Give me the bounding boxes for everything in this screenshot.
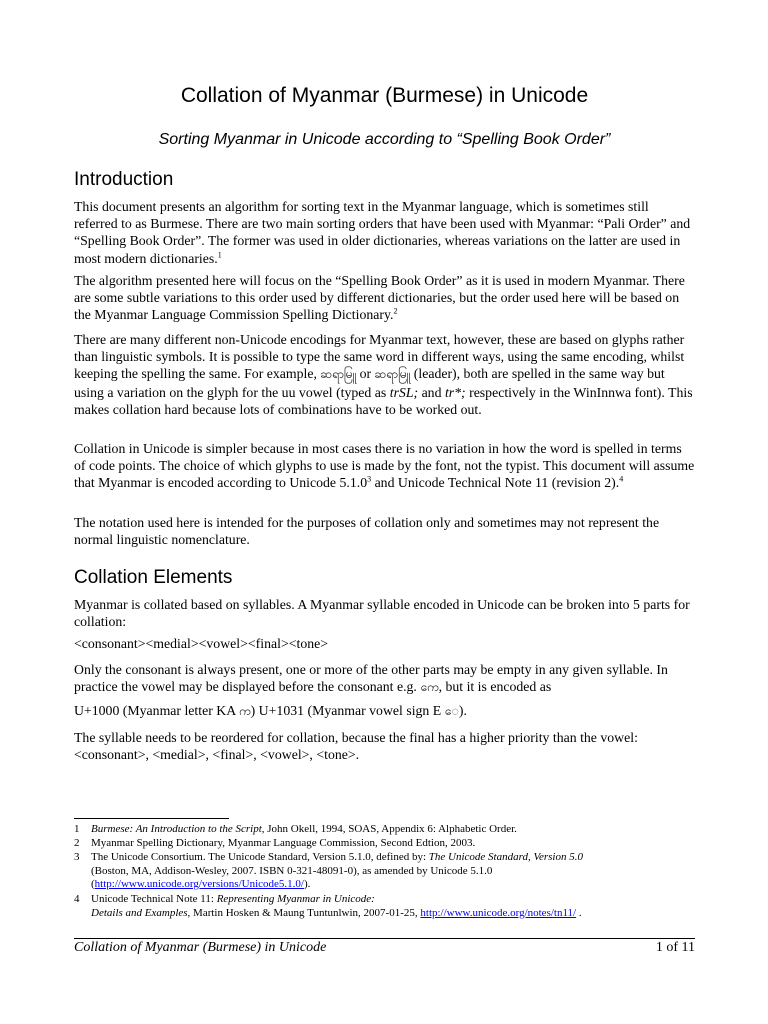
page-number: 1 of 11: [655, 940, 695, 955]
unicode-5-1-link[interactable]: http://www.unicode.org/versions/Unicode5.1.0/: [94, 878, 304, 890]
intro-paragraph-3: There are many different non-Unicode encodings for Myanmar text, however, these are based on glyphs rather than linguistic symbols. It is possible to type the same word in different ways, using the same encoding, whilst keeping the spelling the same. For example, ဆရာမြူ or ဆရာမြူ (leader), both are spelled in the same way but using a variation on the glyph for the uu vowel (typed as trSL; and tr*; respectively in the WinInnwa font). This makes collation hard because lots of combinations have to be worked out.: [74, 332, 693, 417]
footer-rule: [74, 938, 695, 939]
footnote-separator: [74, 818, 229, 819]
page-title: Collation of Myanmar (Burmese) in Unicode: [180, 84, 589, 107]
myanmar-word-1: ဆရာမြူ: [320, 367, 357, 382]
intro-paragraph-2: The algorithm presented here will focus on the “Spelling Book Order” as it is used in modern Myanmar. There are some subtle variations to this order used by different dictionaries, but the order used here will be based on the Myanmar Language Commission Spelling Dictionary.$^2$: [74, 273, 685, 323]
myanmar-word-2: ဆရာမြူ: [374, 367, 411, 382]
footer-document-title: Collation of Myanmar (Burmese) in Unicode: [74, 940, 327, 955]
elements-paragraph-4: U+1000 (Myanmar letter KA က) U+1031 (Myanmar vowel sign E ေ).: [74, 703, 467, 718]
intro-paragraph-4: Collation in Unicode is simpler because in most cases there is no variation in how the word is spelled in terms of code points. The choice of which glyphs to use is made by the font, not the typist. This document will assume that Myanmar is encoded according to Unicode 5.1.0$^3$ and Unicode Technical Note 11 (revision 2).$^4$: [74, 441, 695, 491]
intro-paragraph-5: The notation used here is intended for the purposes of collation only and sometimes may not represent the normal linguistic nomenclature.: [74, 515, 660, 548]
section-heading-collation-elements: Collation Elements: [74, 567, 233, 588]
elements-paragraph-3: Only the consonant is always present, one or more of the other parts may be empty in any given syllable. In practice the vowel may be displayed before the consonant e.g. ကေ, but it is encoded as: [74, 662, 668, 695]
elements-paragraph-5: The syllable needs to be reordered for collation, because the final has a higher priority than the vowel: <consonant>, <medial>, <final>, <vowel>, <tone>.: [74, 730, 638, 763]
intro-paragraph-1: This document presents an algorithm for sorting text in the Myanmar language, which is sometimes still referred to as Burmese. There are two main sorting orders that have been used with Myanmar: “Pali Order” and “Spelling Book Order”. The former was used in older dictionaries, whereas variations on the latter are used in most modern dictionaries.$^1$: [74, 199, 691, 266]
page-subtitle: Sorting Myanmar in Unicode according to “Spelling Book Order”: [158, 131, 611, 148]
elements-paragraph-1: Myanmar is collated based on syllables. A Myanmar syllable encoded in Unicode can be broken into 5 parts for collation:: [74, 597, 690, 630]
elements-notation: <consonant><medial><vowel><final><tone>: [74, 636, 329, 651]
section-heading-introduction: Introduction: [74, 169, 174, 190]
unicode-tn11-link[interactable]: http://www.unicode.org/notes/tn11/: [420, 906, 577, 919]
